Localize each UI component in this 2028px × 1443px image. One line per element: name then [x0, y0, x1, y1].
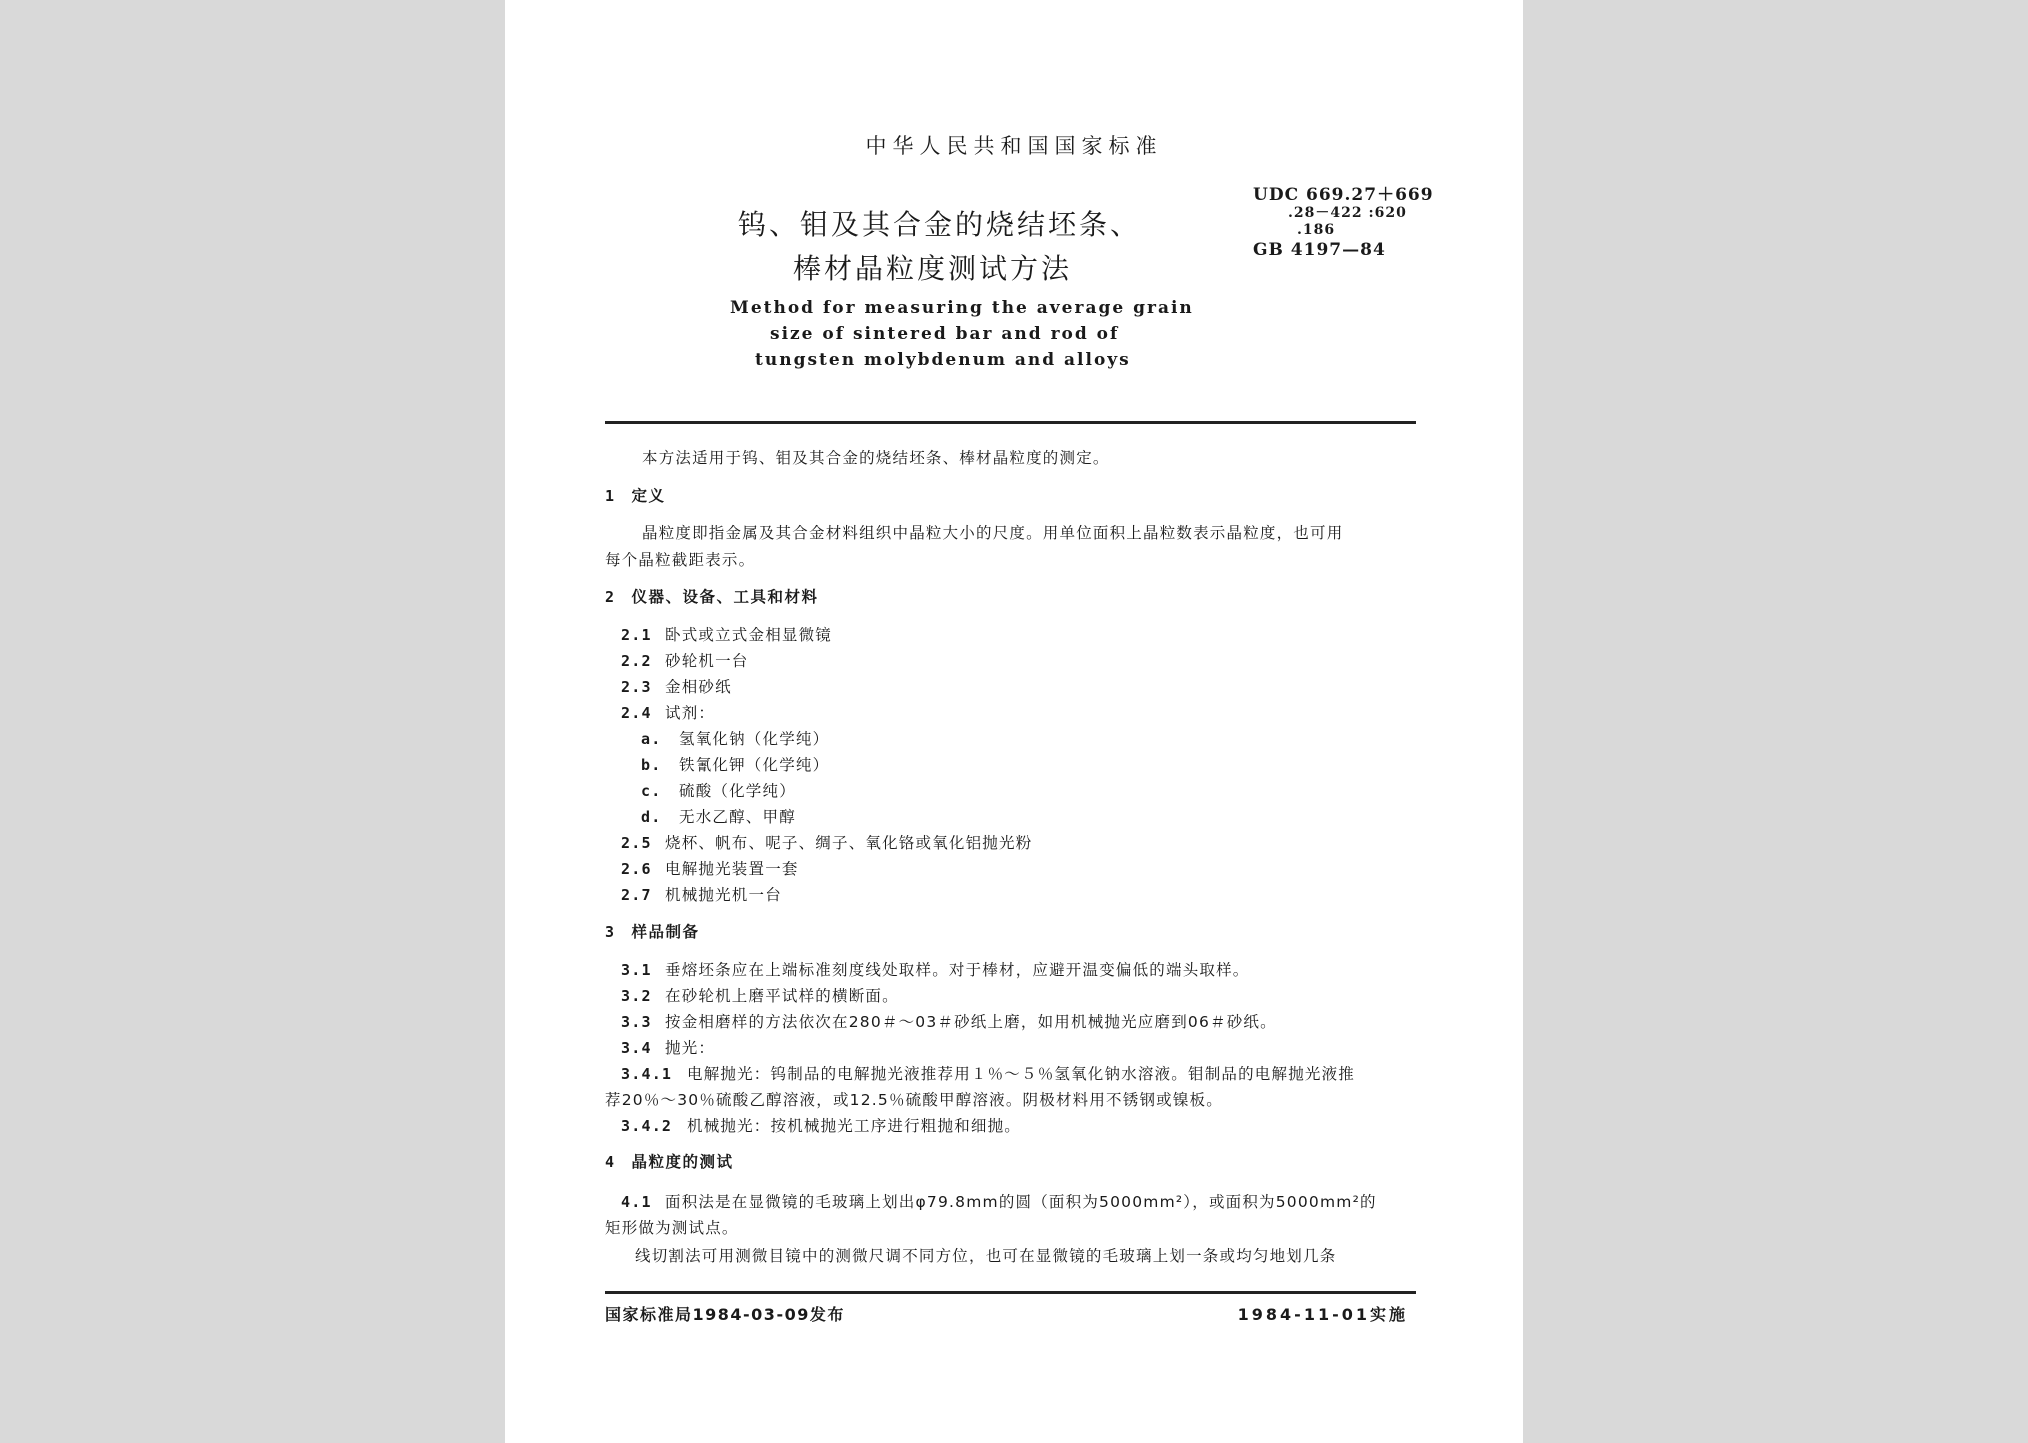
- item-text: 在砂轮机上磨平试样的横断面。: [665, 987, 899, 1005]
- item-number: 2.1: [621, 626, 652, 644]
- section-3-title: 样品制备: [631, 923, 700, 941]
- section-1-para-line-2: 每个晶粒截距表示。: [605, 551, 756, 569]
- reagent-label: b.: [641, 756, 662, 774]
- item-number: 2.5: [621, 834, 652, 852]
- item-2-3: [621, 675, 732, 697]
- item-number: 2.4: [621, 704, 652, 722]
- item-4-1-line-2: 矩形做为测试点。: [605, 1219, 739, 1237]
- item-number: 3.3: [621, 1013, 652, 1031]
- item-2-7: [621, 883, 782, 905]
- section-3-heading: [605, 920, 700, 942]
- section-1-heading: [605, 484, 666, 506]
- item-text: 电解抛光装置一套: [665, 860, 799, 878]
- title-line-2: 棒材晶粒度测试方法: [793, 252, 1073, 285]
- item-text: 垂熔坯条应在上端标准刻度线处取样。对于棒材，应避开温变偏低的端头取样。: [665, 961, 1250, 979]
- item-text: 砂轮机一台: [665, 652, 749, 670]
- item-text: 机械抛光机一台: [665, 886, 782, 904]
- item-3-1: [621, 958, 1250, 980]
- issue-date: 国家标准局1984-03-09发布: [605, 1305, 845, 1324]
- item-text: 机械抛光：按机械抛光工序进行粗抛和细抛。: [687, 1117, 1022, 1135]
- section-4-para-2: 线切割法可用测微目镜中的测微尺调不同方位，也可在显微镜的毛玻璃上划一条或均匀地划几条: [635, 1247, 1337, 1265]
- item-text: 电解抛光：钨制品的电解抛光液推荐用１％～５％氢氧化钠水溶液。钼制品的电解抛光液推: [687, 1065, 1356, 1083]
- section-1-number: 1: [605, 487, 616, 505]
- item-2-4: [621, 701, 715, 723]
- item-number: 3.4.2: [621, 1117, 673, 1135]
- section-3-number: 3: [605, 923, 616, 941]
- section-1-para-line-1: 晶粒度即指金属及其合金材料组织中晶粒大小的尺度。用单位面积上晶粒数表示晶粒度，也可用: [642, 524, 1344, 542]
- standard-name: 中华人民共和国国家标准: [865, 134, 1163, 158]
- item-text: 卧式或立式金相显微镜: [665, 626, 833, 644]
- item-text: 烧杯、帆布、呢子、绸子、氧化铬或氧化铝抛光粉: [665, 834, 1033, 852]
- title-line-1: 钨、钼及其合金的烧结坯条、: [738, 208, 1142, 241]
- section-4-heading: [605, 1150, 734, 1172]
- reagent-a: [641, 727, 829, 749]
- reagent-c: [641, 779, 796, 801]
- item-2-1: [621, 623, 832, 645]
- item-text: 面积法是在显微镜的毛玻璃上划出φ79.8mm的圆（面积为5000mm²），或面积为5000mm²的: [665, 1193, 1377, 1211]
- udc-line-3: .186: [1297, 222, 1336, 238]
- item-2-6: [621, 857, 799, 879]
- reagent-label: d.: [641, 808, 662, 826]
- item-2-2: [621, 649, 749, 671]
- item-number: 3.4.1: [621, 1065, 673, 1083]
- item-3-4: [621, 1036, 715, 1058]
- item-number: 3.1: [621, 961, 652, 979]
- udc-line-1: UDC 669.27＋669: [1253, 185, 1434, 205]
- document-page: [505, 0, 1523, 1443]
- reagent-text: 铁氰化钾（化学纯）: [679, 756, 830, 774]
- section-2-title: 仪器、设备、工具和材料: [631, 588, 819, 606]
- section-1-title: 定义: [631, 487, 666, 505]
- item-3-4-1-line-2: 荐20％～30％硫酸乙醇溶液，或12.5％硫酸甲醇溶液。阴极材料用不锈钢或镍板。: [605, 1091, 1223, 1109]
- item-3-2: [621, 984, 899, 1006]
- reagent-text: 硫酸（化学纯）: [679, 782, 796, 800]
- english-title-line-1: Method for measuring the average grain: [730, 298, 1194, 318]
- reagent-text: 氢氧化钠（化学纯）: [679, 730, 830, 748]
- header-divider: [605, 421, 1416, 424]
- item-text: 金相砂纸: [665, 678, 732, 696]
- item-text: 试剂：: [665, 704, 716, 722]
- item-number: 3.2: [621, 987, 652, 1005]
- section-4-number: 4: [605, 1153, 616, 1171]
- footer-divider: [605, 1291, 1416, 1294]
- english-title-line-3: tungsten molybdenum and alloys: [755, 350, 1131, 370]
- item-3-3: [621, 1010, 1277, 1032]
- item-text: 按金相磨样的方法依次在280＃～03＃砂纸上磨，如用机械抛光应磨到06＃砂纸。: [665, 1013, 1277, 1031]
- section-2-number: 2: [605, 588, 616, 606]
- item-4-1-line-1: [621, 1190, 1377, 1212]
- section-4-title: 晶粒度的测试: [631, 1153, 734, 1171]
- item-number: 2.2: [621, 652, 652, 670]
- item-number: 2.6: [621, 860, 652, 878]
- intro-text: 本方法适用于钨、钼及其合金的烧结坯条、棒材晶粒度的测定。: [642, 449, 1110, 467]
- reagent-d: [641, 805, 796, 827]
- item-2-5: [621, 831, 1032, 853]
- item-text: 抛光：: [665, 1039, 716, 1057]
- item-number: 4.1: [621, 1193, 652, 1211]
- item-number: 3.4: [621, 1039, 652, 1057]
- item-number: 2.7: [621, 886, 652, 904]
- gb-number: GB 4197—84: [1253, 240, 1386, 260]
- english-title-line-2: size of sintered bar and rod of: [770, 324, 1120, 344]
- item-3-4-1-line-1: [621, 1062, 1355, 1084]
- item-3-4-2: [621, 1114, 1021, 1136]
- effective-date: 1984-11-01实施: [1237, 1305, 1408, 1324]
- reagent-text: 无水乙醇、甲醇: [679, 808, 796, 826]
- reagent-b: [641, 753, 829, 775]
- section-2-heading: [605, 585, 819, 607]
- item-number: 2.3: [621, 678, 652, 696]
- udc-line-2: .28－422 :620: [1288, 205, 1407, 221]
- reagent-label: c.: [641, 782, 662, 800]
- reagent-label: a.: [641, 730, 662, 748]
